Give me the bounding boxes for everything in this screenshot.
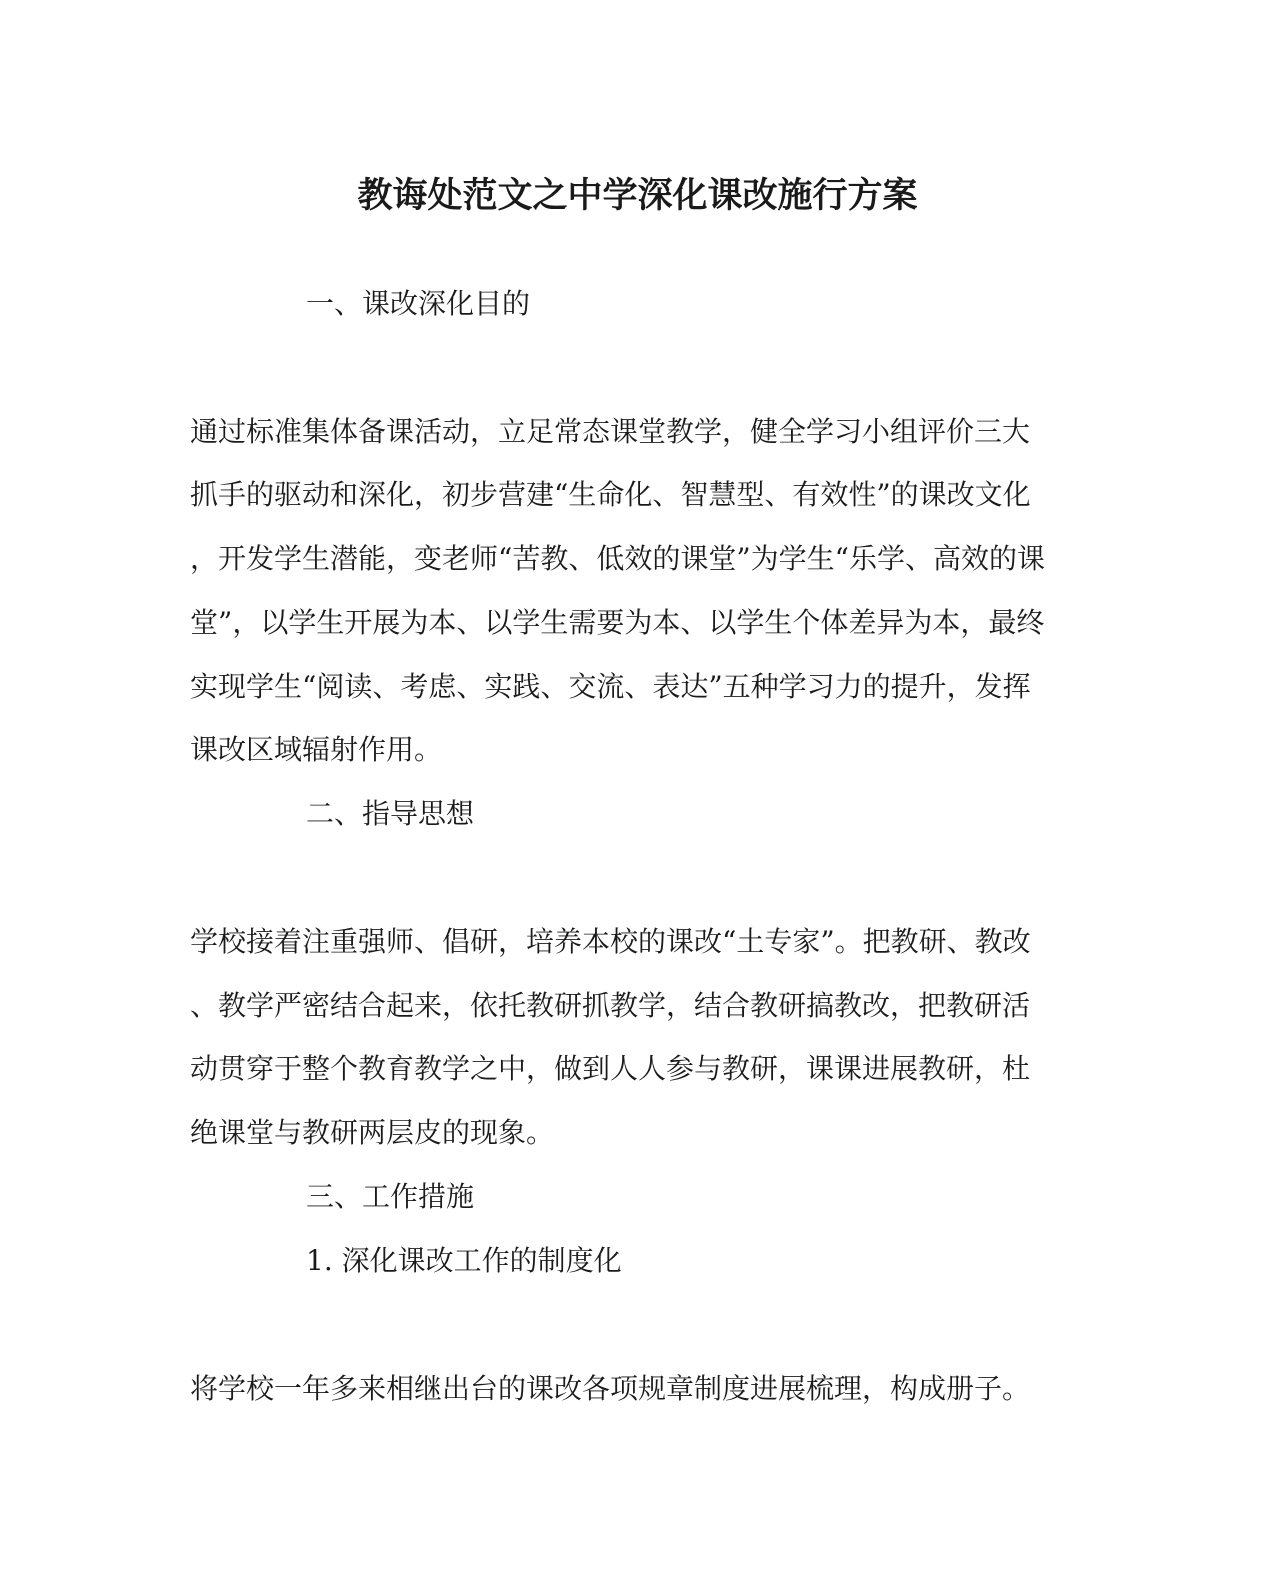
section-heading-guiding-thought: 二、指导思想: [306, 797, 475, 830]
paragraph-line: 课改区域辐射作用。: [190, 733, 443, 766]
paragraph-line: 绝课堂与教研两层皮的现象。: [190, 1116, 555, 1149]
paragraph-line: 实现学生“阅读、考虑、实践、交流、表达”五种学习力的提升，发挥: [190, 670, 1031, 703]
paragraph-line: 、教学严密结合起来，依托教研抓教学，结合教研搞教改，把教研活: [190, 989, 1031, 1022]
paragraph-line: ，开发学生潜能，变老师“苦教、低效的课堂”为学生“乐学、高效的课: [190, 542, 1045, 575]
document-title: 教诲处范文之中学深化课改施行方案: [357, 175, 918, 216]
paragraph-line: 将学校一年多来相继出台的课改各项规章制度进展梳理，构成册子。: [190, 1372, 1031, 1405]
section-heading-goals: 一、课改深化目的: [306, 287, 531, 320]
subsection-heading-institutionalization: 1. 深化课改工作的制度化: [306, 1244, 622, 1277]
paragraph-line: 抓手的驱动和深化，初步营建“生命化、智慧型、有效性”的课改文化: [190, 478, 1031, 511]
section-heading-measures: 三、工作措施: [306, 1180, 475, 1213]
paragraph-line: 堂”，以学生开展为本、以学生需要为本、以学生个体差异为本，最终: [190, 606, 1045, 639]
paragraph-line: 通过标准集体备课活动，立足常态课堂教学，健全学习小组评价三大: [190, 415, 1031, 448]
paragraph-line: 学校接着注重强师、倡研，培养本校的课改“土专家”。把教研、教改: [190, 925, 1031, 958]
paragraph-line: 动贯穿于整个教育教学之中，做到人人参与教研，课课进展教研，杜: [190, 1052, 1031, 1085]
